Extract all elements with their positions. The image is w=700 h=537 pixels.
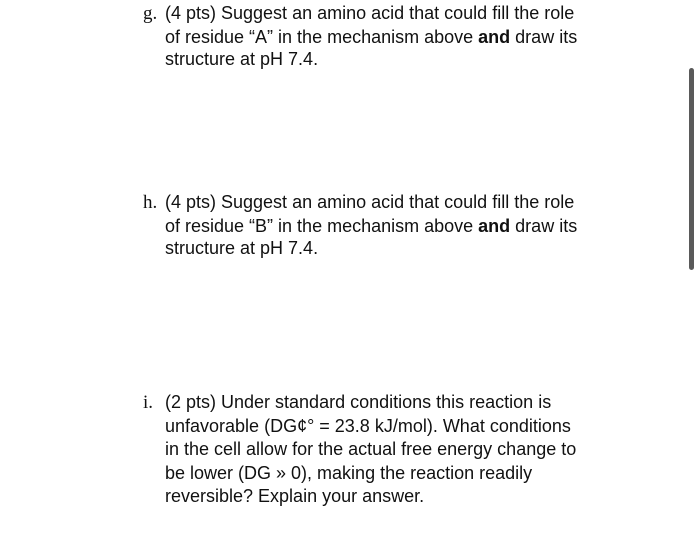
question-line: in the cell allow for the actual free energy change to — [165, 439, 577, 459]
question-line: of residue “A” in the mechanism above and draw its — [165, 26, 578, 47]
question-marker: i. — [143, 392, 154, 413]
question-line: structure at pH 7.4. — [165, 49, 319, 69]
question-marker: h. — [143, 192, 158, 213]
question-h — [143, 191, 633, 260]
question-line: be lower (DG » 0), making the reaction readily — [165, 462, 533, 483]
question-marker: g. — [143, 3, 158, 24]
question-line: structure at pH 7.4. — [165, 238, 319, 258]
question-line: g. (4 pts) Suggest an amino acid that could fill the role — [143, 3, 575, 24]
vertical-scrollbar[interactable] — [689, 68, 694, 270]
emphasis-and: and — [478, 215, 511, 236]
question-line: unfavorable (DG¢° = 23.8 kJ/mol). What conditions — [165, 415, 571, 436]
question-i — [143, 391, 633, 509]
emphasis-and: and — [478, 26, 511, 47]
question-line: reversible? Explain your answer. — [165, 486, 425, 506]
question-line: i. (2 pts) Under standard conditions this reaction is — [143, 392, 552, 413]
question-line: h. (4 pts) Suggest an amino acid that could fill the role — [143, 192, 575, 213]
question-g — [143, 2, 633, 71]
question-line: of residue “B” in the mechanism above and draw its — [165, 215, 578, 236]
